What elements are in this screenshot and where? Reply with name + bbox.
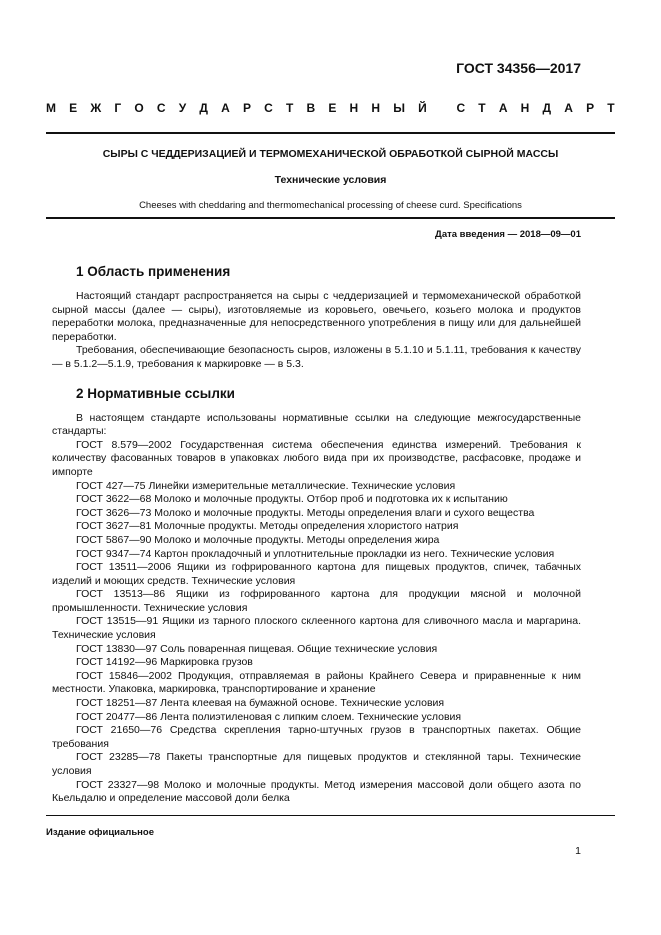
reference-item: ГОСТ 13513—86 Ящики из гофрированного картона для продукции мясной и молочной промышленности. Технические условия: [52, 588, 581, 614]
reference-item: ГОСТ 20477—86 Лента полиэтиленовая с липким слоем. Технические условия: [76, 710, 462, 723]
heading-letter: М: [46, 101, 56, 115]
heading-letter: Т: [607, 101, 615, 115]
introduction-date: Дата введения — 2018—09—01: [435, 229, 581, 240]
reference-item: ГОСТ 13830—97 Соль поваренная пищевая. Общие технические условия: [76, 642, 438, 655]
heading-letter: Е: [328, 101, 337, 115]
heading-letter: С: [264, 101, 273, 115]
heading-letter: А: [564, 101, 573, 115]
reference-item: ГОСТ 13515—91 Ящики из тарного плоского склеенного картона для сливочного масла и маргарина. Технические условия: [52, 615, 581, 642]
heading-letter: Т: [478, 101, 486, 115]
edition-label: Издание официальное: [46, 827, 154, 838]
reference-item: ГОСТ 21650—76 Средства скрепления тарно-штучных грузов в транспортных пакетах. Общие требования: [52, 724, 581, 750]
heading-letter: В: [306, 101, 316, 115]
heading-letter: Т: [285, 101, 294, 115]
heading-letter: Е: [69, 101, 78, 115]
section-1-paragraph: Требования, обеспечивающие безопасность сыров, изложены в 5.1.10 и 5.1.11, требования к качеству — в 5.1.2—5.1.9, требования к маркировке — в 5.3.: [52, 344, 581, 370]
reference-item: ГОСТ 3622—68 Молоко и молочные продукты. Отбор проб и подготовка их к испытанию: [76, 493, 508, 506]
heading-letter: Н: [371, 101, 381, 115]
heading-letter: Д: [199, 101, 208, 115]
section-1-paragraph: Настоящий стандарт распространяется на сыры с чеддеризацией и термомеханической обработкой сырной массы (далее — сыры), изготовляемые из коровьего, овечьего, козьего молока и продуктов переработки молока, предназначенные для непосредственного употребления в пищу или для дальнейшей переработки.: [52, 290, 581, 343]
heading-letter: Р: [586, 101, 595, 115]
heading-letter: Й: [418, 101, 427, 115]
reference-item: ГОСТ 14192—96 Маркировка грузов: [76, 656, 253, 669]
reference-item: ГОСТ 3627—81 Молочные продукты. Методы определения хлористого натрия: [76, 520, 459, 533]
heading-letter: Н: [349, 101, 359, 115]
document-title: СЫРЫ С ЧЕДДЕРИЗАЦИЕЙ И ТЕРМОМЕХАНИЧЕСКОЙ ОБРАБОТКОЙ СЫРНОЙ МАССЫ: [102, 148, 559, 160]
document-body: [52, 264, 581, 806]
heading-letter: Д: [542, 101, 552, 115]
english-title: Cheeses with cheddaring and thermomechanical processing of cheese curd. Specifications: [139, 200, 522, 211]
reference-item: ГОСТ 23285—78 Пакеты транспортные для пищевых продуктов и стеклянной тары. Технические условия: [52, 751, 581, 777]
heading-letter: А: [498, 101, 508, 115]
heading-letter: Р: [242, 101, 251, 115]
reference-item: ГОСТ 18251—87 Лента клеевая на бумажной основе. Технические условия: [76, 697, 445, 710]
heading-letter: Н: [520, 101, 530, 115]
heading-letter: Ж: [90, 101, 102, 115]
page-number: 1: [575, 845, 581, 857]
heading-letter: А: [221, 101, 230, 115]
top-rule: [46, 132, 615, 134]
section-2-heading: 2 Нормативные ссылки: [76, 385, 235, 401]
interstate-standard-heading: [46, 101, 615, 115]
heading-letter: Г: [114, 101, 122, 115]
gost-number: ГОСТ 34356—2017: [456, 60, 581, 76]
heading-letter: С: [456, 101, 466, 115]
reference-item: ГОСТ 15846—2002 Продукция, отправляемая в районы Крайнего Севера и приравненные к ним местности. Упаковка, маркировка, транспортирование и хранение: [52, 669, 581, 696]
document-subtitle: Технические условия: [274, 174, 387, 186]
reference-item: ГОСТ 3626—73 Молоко и молочные продукты. Методы определения влаги и сухого вещества: [76, 506, 535, 519]
reference-list: [52, 439, 581, 806]
reference-item: ГОСТ 8.579—2002 Государственная система обеспечения единства измерений. Требования к количеству фасованных товаров в упаковках любого вида при их производстве, расфасовке, продаже и импорте: [52, 438, 581, 478]
reference-item: ГОСТ 427—75 Линейки измерительные металлические. Технические условия: [76, 479, 456, 492]
footer-rule: [46, 815, 615, 816]
heading-letter: У: [178, 101, 187, 115]
section-1-heading: 1 Область применения: [76, 264, 231, 279]
reference-item: ГОСТ 13511—2006 Ящики из гофрированного картона для пищевых продуктов, спичек, табачных изделий и моющих средств. Технические условия: [52, 561, 581, 587]
heading-letter: [440, 101, 443, 115]
title-rule: [46, 217, 615, 219]
heading-letter: О: [134, 101, 144, 115]
reference-item: ГОСТ 23327—98 Молоко и молочные продукты. Метод измерения массовой доли общего азота по Кьельдалю и определение массовой доли белка: [52, 778, 581, 805]
heading-letter: С: [156, 101, 166, 115]
section-2-intro: В настоящем стандарте использованы нормативные ссылки на следующие межгосударственные стандарты:: [52, 411, 581, 438]
reference-item: ГОСТ 5867—90 Молоко и молочные продукты. Методы определения жира: [76, 533, 440, 546]
reference-item: ГОСТ 9347—74 Картон прокладочный и уплотнительные прокладки из него. Технические условия: [76, 547, 555, 560]
heading-letter: Ы: [393, 101, 405, 115]
